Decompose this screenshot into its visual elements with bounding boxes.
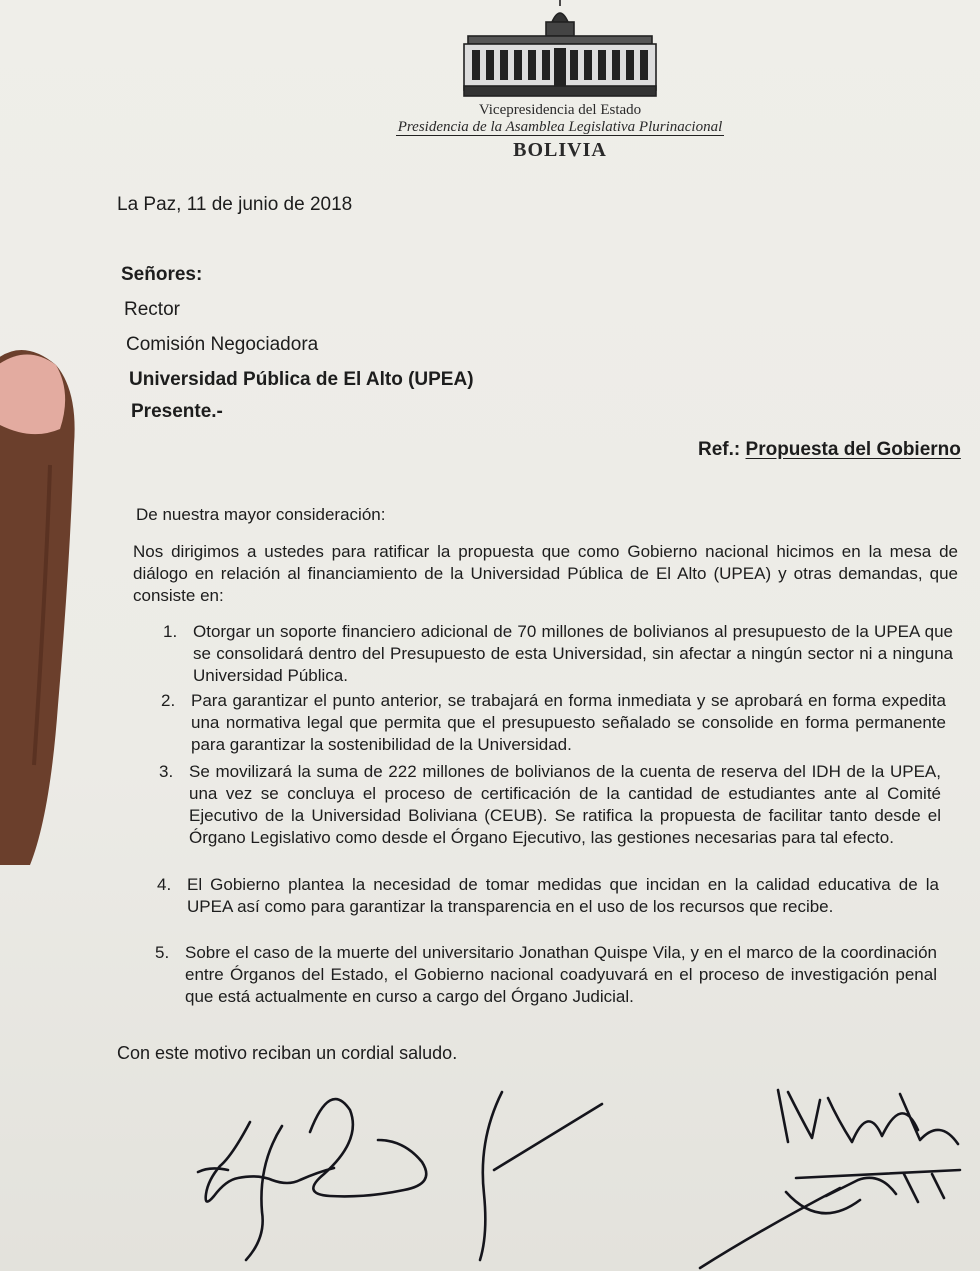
signature-2-icon	[310, 1099, 426, 1196]
list-item	[155, 942, 937, 1008]
addressee-line-commission: Comisión Negociadora	[126, 334, 319, 355]
thumb-icon	[0, 345, 85, 865]
legislative-palace-icon	[460, 0, 660, 100]
list-item-number: 5.	[155, 943, 170, 962]
signature-3-icon	[480, 1092, 602, 1260]
signature-4-icon	[700, 1090, 960, 1268]
addressee-line-rector: Rector	[124, 299, 180, 320]
greeting: De nuestra mayor consideración:	[136, 505, 386, 524]
list-item	[163, 621, 953, 687]
addressee-salutation: Señores:	[121, 264, 203, 285]
list-item-text: Se movilizará la suma de 222 millones de bolivianos de la cuenta de reserva del IDH de la UPEA, una vez se concluya el proceso de certificación de la cantidad de estudiantes ante al Comité Ejecutivo de la Universidad Boliviana (CEUB). Se ratifica la propuesta de facilitar tanto desde el Órgano Legislativo como desde el Órgano Ejecutivo, las gestiones necesarias para tal efecto.	[189, 762, 941, 847]
letter-date: La Paz, 11 de junio de 2018	[117, 194, 353, 215]
org-line-vicepresidencia: Vicepresidencia del Estado	[478, 102, 642, 118]
addressee-line-presente: Presente.-	[131, 401, 223, 422]
reference-line	[698, 439, 961, 461]
org-line-country: BOLIVIA	[513, 139, 607, 161]
list-item-text: Sobre el caso de la muerte del universitario Jonathan Quispe Vila, y en el marco de la coordinación entre Órganos del Estado, el Gobierno nacional coadyuvará en el proceso de investigación penal que está actualmente en curso a cargo del Órgano Judicial.	[185, 943, 937, 1006]
intro-paragraph: Nos dirigimos a ustedes para ratificar la propuesta que como Gobierno nacional hicimos en la mesa de diálogo en relación al financiamiento de la Universidad Pública de El Alto (UPEA) y otras demandas, que consiste en:	[133, 542, 958, 605]
addressee-line-university: Universidad Pública de El Alto (UPEA)	[129, 369, 474, 390]
list-item-text: Otorgar un soporte financiero adicional de 70 millones de bolivianos al presupuesto de la UPEA que se consolidará dentro del Presupuesto de esta Universidad, sin afectar a ningún sector ni a ninguna Universidad Pública.	[193, 622, 953, 685]
list-item	[157, 874, 939, 918]
list-item	[161, 690, 946, 756]
list-item-text: Para garantizar el punto anterior, se trabajará en forma inmediata y se aprobará en forma expedita una normativa legal que permita que el presupuesto señalado se consolide en forma permanente para garantizar la sostenibilidad de la Universidad.	[191, 691, 946, 754]
list-item	[159, 761, 941, 849]
list-item-number: 3.	[159, 762, 174, 781]
reference-label: Ref.:	[698, 439, 741, 460]
list-item-number: 2.	[161, 691, 176, 710]
closing-line: Con este motivo reciban un cordial saludo.	[117, 1043, 458, 1063]
list-item-text: El Gobierno plantea la necesidad de tomar medidas que incidan en la calidad educativa de la UPEA así como para garantizar la transparencia en el uso de los recursos que recibe.	[187, 875, 939, 916]
reference-value: Propuesta del Gobierno	[745, 439, 961, 460]
list-item-number: 4.	[157, 875, 172, 894]
org-line-presidencia: Presidencia de la Asamblea Legislativa Plurinacional	[397, 119, 723, 135]
signatures-area	[0, 1070, 980, 1271]
list-item-number: 1.	[163, 622, 178, 641]
